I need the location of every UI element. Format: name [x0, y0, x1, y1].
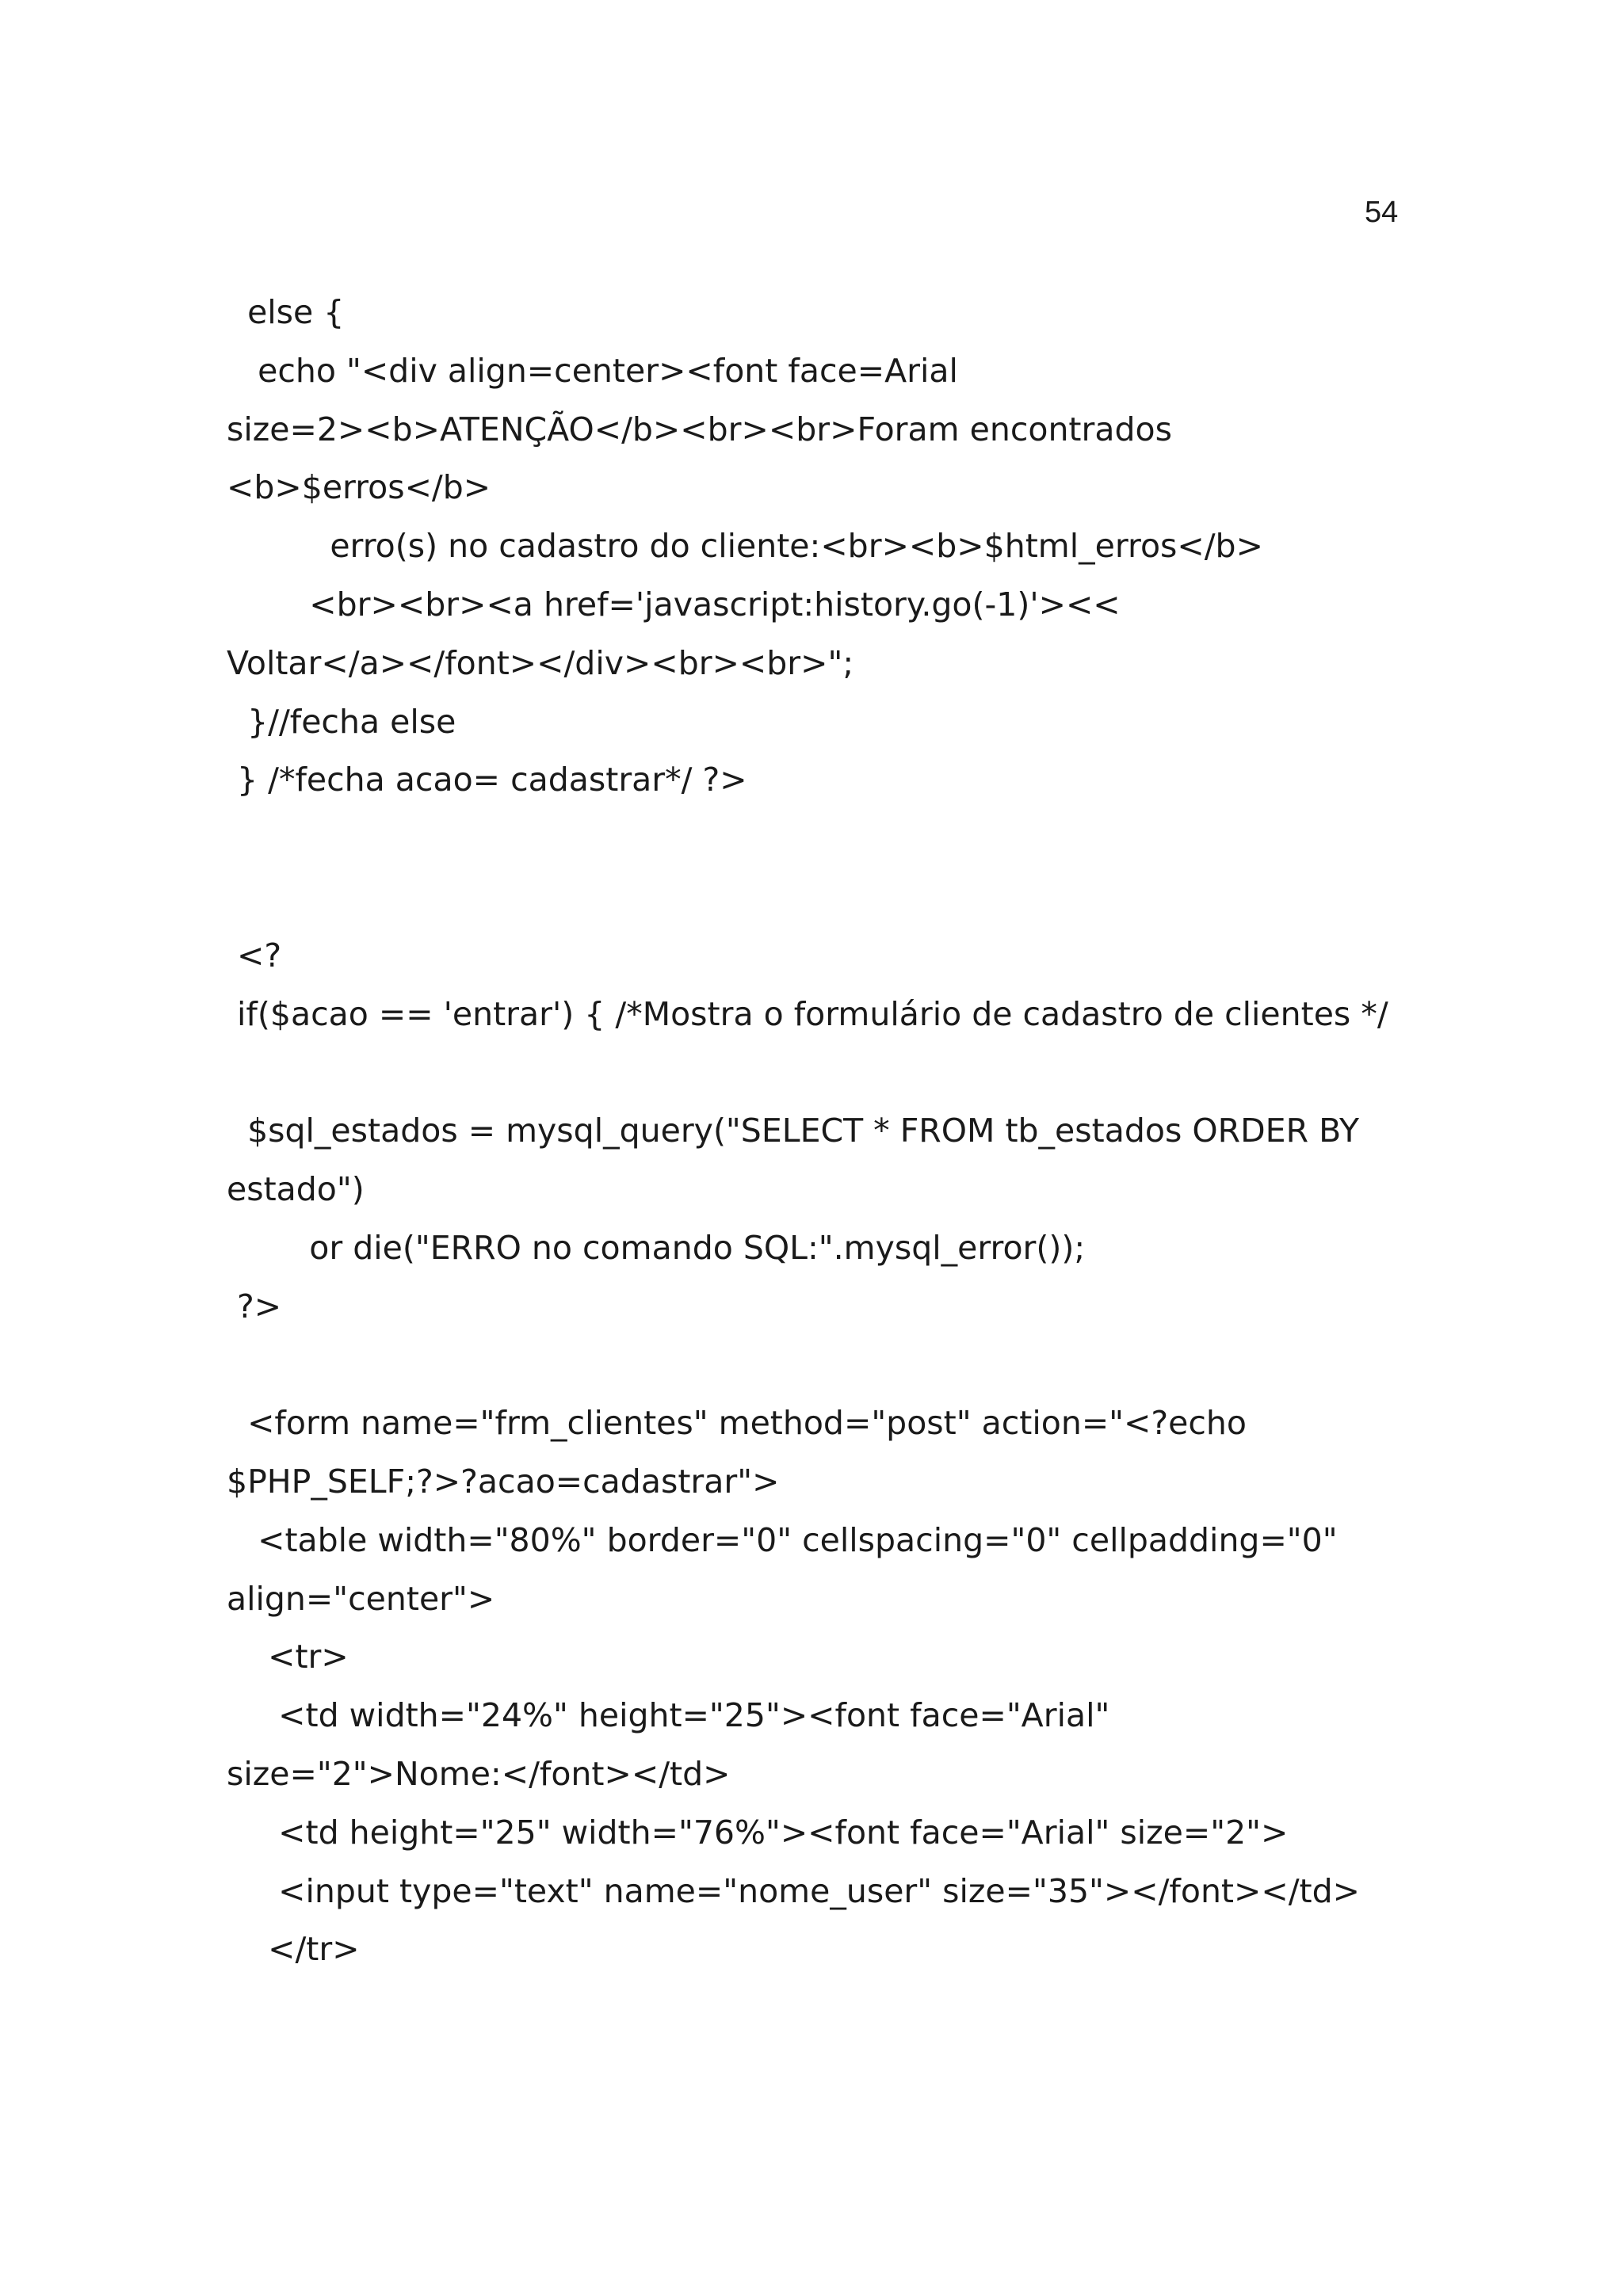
code-line: echo "<div align=center><font face=Arial — [227, 351, 958, 390]
code-line: <td height="25" width="76%"><font face="Arial" size="2"> — [227, 1813, 1289, 1852]
code-line: Voltar</a></font></div><br><br>"; — [227, 643, 854, 682]
code-line: $sql_estados = mysql_query("SELECT * FROM tb_estados ORDER BY — [227, 1112, 1360, 1150]
code-line: if($acao == 'entrar') { /*Mostra o formulário de cadastro de clientes */ — [227, 994, 1388, 1033]
code-line: <form name="frm_clientes" method="post" action="<?echo — [227, 1404, 1247, 1443]
code-line: estado") — [227, 1169, 365, 1208]
code-line: } /*fecha acao= cadastrar*/ ?> — [227, 761, 747, 799]
code-line: <td width="24%" height="25"><font face="Arial" — [227, 1696, 1110, 1735]
code-line: }//fecha else — [227, 702, 456, 741]
code-listing — [227, 284, 1463, 1979]
blank-line — [227, 810, 1463, 868]
code-line: size=2><b>ATENÇÃO</b><br><br>Foram encontrados — [227, 410, 1172, 448]
code-line: <? — [227, 936, 282, 974]
code-line: $PHP_SELF;?>?acao=cadastrar"> — [227, 1462, 780, 1501]
code-line: <table width="80%" border="0" cellspacing="0" cellpadding="0" — [227, 1520, 1338, 1559]
blank-line — [227, 868, 1463, 927]
code-line: <input type="text" name="nome_user" size="35"></font></td> — [227, 1871, 1360, 1910]
code-line: </tr> — [227, 1930, 360, 1969]
code-line: align="center"> — [227, 1579, 495, 1618]
code-line: <b>$erros</b> — [227, 468, 491, 507]
code-line: <tr> — [227, 1638, 349, 1676]
code-line: ?> — [227, 1287, 282, 1325]
code-line: erro(s) no cadastro do cliente:<br><b>$html_erros</b> — [227, 527, 1263, 566]
code-line: <br><br><a href='javascript:history.go(-1)'><< — [227, 585, 1121, 624]
code-line: or die("ERRO no comando SQL:".mysql_error()); — [227, 1228, 1086, 1267]
blank-line — [227, 1336, 1463, 1394]
blank-line — [227, 1043, 1463, 1102]
code-line: else { — [227, 293, 345, 331]
page-number: 54 — [1365, 196, 1399, 229]
code-line: size="2">Nome:</font></td> — [227, 1754, 731, 1793]
